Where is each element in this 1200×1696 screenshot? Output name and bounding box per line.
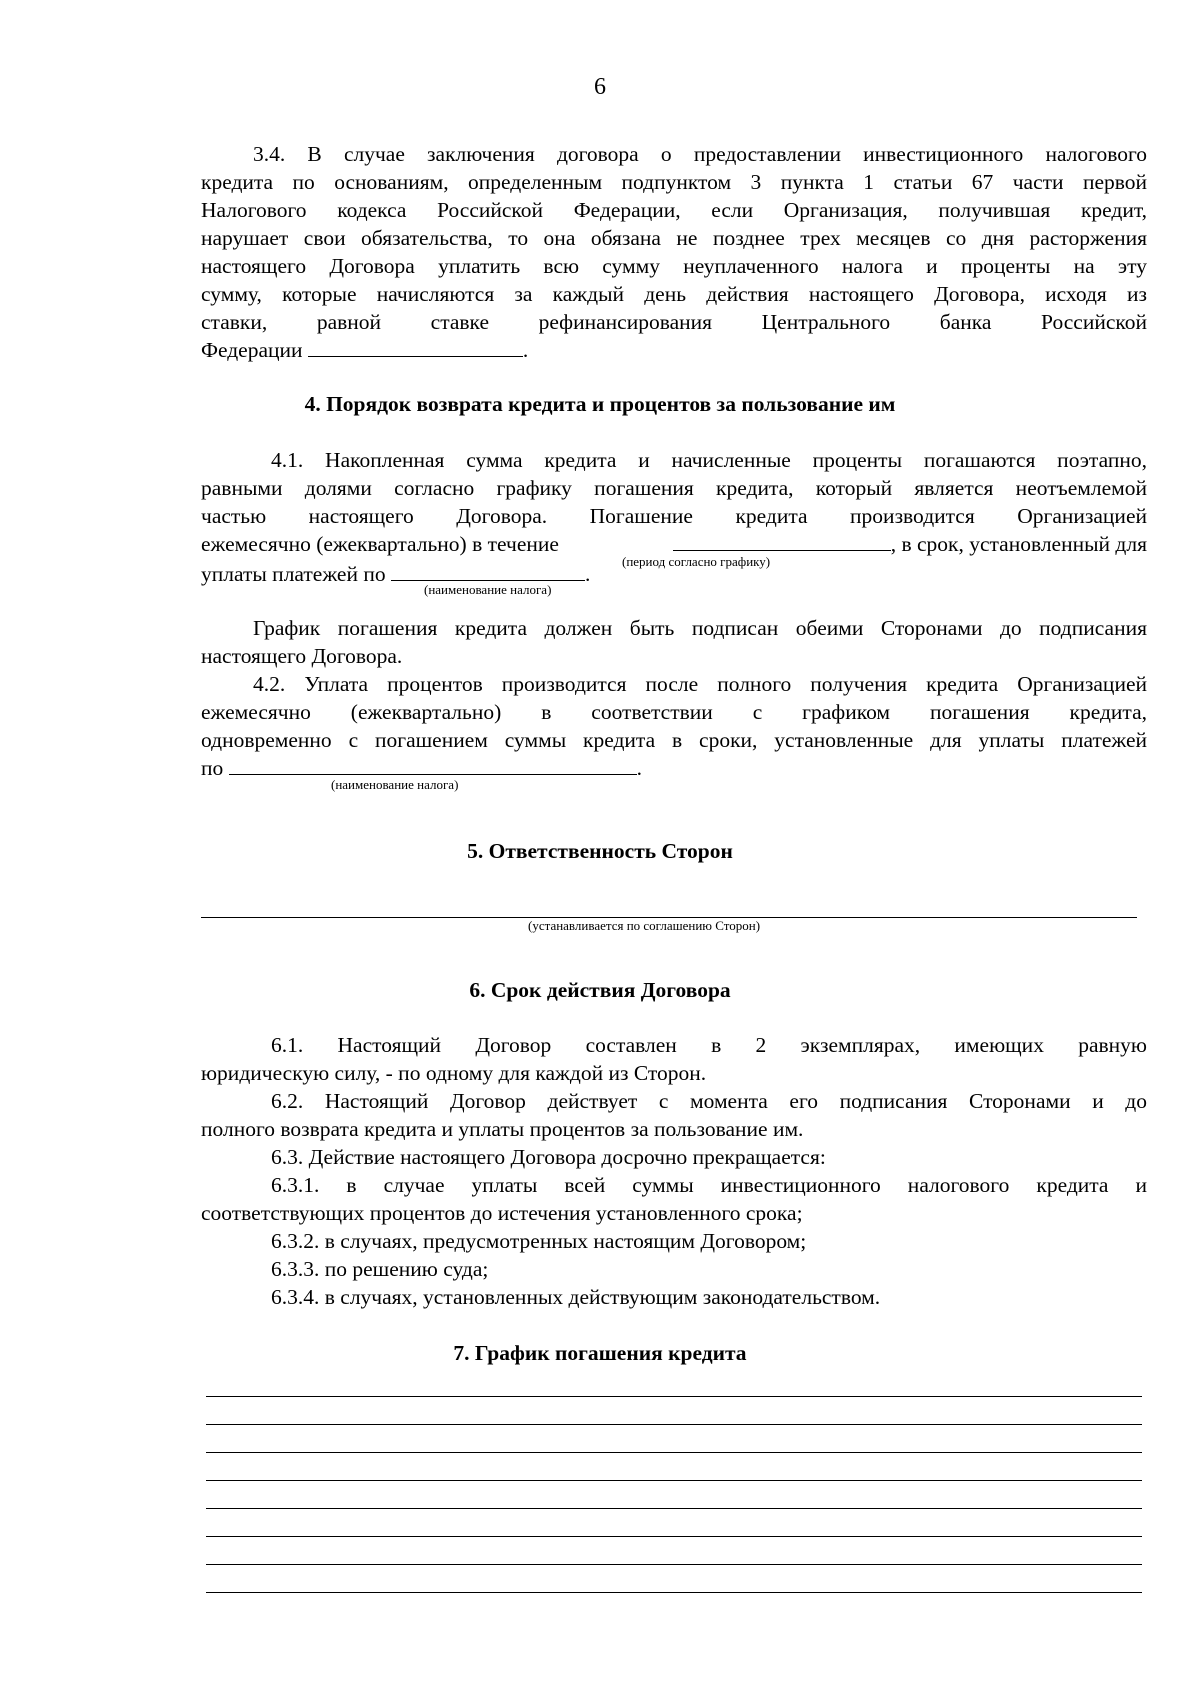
text-line: 4.2. Уплата процентов производится после полного получения кредита Организацией	[253, 672, 1147, 696]
text-line: сумму, которые начисляются за каждый день действия настоящего Договора, исходя из	[201, 282, 1147, 306]
text-line: 4.1. Накопленная сумма кредита и начисленные проценты погашаются поэтапно,	[271, 448, 1147, 472]
text-fragment: , в срок, установленный для	[890, 532, 1147, 556]
blank-caption-responsibility: (устанавливается по соглашению Сторон)	[528, 918, 761, 933]
text-line: настоящего Договора.	[201, 644, 403, 668]
text-line: нарушает свои обязательства, то она обязана не позднее трех месяцев со дня расторжения	[201, 226, 1147, 250]
text-line: юридическую силу, - по одному для каждой из Сторон.	[201, 1061, 707, 1085]
section-heading-4: 4. Порядок возврата кредита и процентов за пользование им	[304, 392, 896, 416]
text-line: 6.3.4. в случаях, установленных действующим законодательством.	[271, 1285, 881, 1309]
text-fragment: по	[201, 756, 224, 780]
section-6-body	[201, 1031, 1147, 1311]
fill-in-blank-period[interactable]	[673, 530, 891, 551]
text-line: 6.2. Настоящий Договор действует с момента его подписания Сторонами и до	[271, 1089, 1147, 1113]
text-line: 3.4. В случае заключения договора о предоставлении инвестиционного налогового	[253, 142, 1147, 166]
page-number: 6	[594, 74, 606, 100]
text-line: одновременно с погашением суммы кредита в сроки, установленные для уплаты платежей	[201, 728, 1147, 752]
schedule-line[interactable]	[206, 1452, 1142, 1453]
text-line: Налогового кодекса Российской Федерации, если Организация, получившая кредит,	[201, 198, 1147, 222]
text-line: 6.3.3. по решению суда;	[271, 1257, 489, 1281]
text-fragment: .	[636, 756, 643, 780]
section-heading-7: 7. График погашения кредита	[453, 1341, 747, 1365]
schedule-line[interactable]	[206, 1508, 1142, 1509]
text-line: ставки, равной ставке рефинансирования Центрального банка Российской	[201, 310, 1147, 334]
text-line: частью настоящего Договора. Погашение кредита производится Организацией	[201, 504, 1147, 528]
text-line: График погашения кредита должен быть подписан обеими Сторонами до подписания	[253, 616, 1147, 640]
text-line: 6.3.2. в случаях, предусмотренных настоящим Договором;	[271, 1229, 807, 1253]
fill-in-blank-tax[interactable]	[391, 560, 585, 581]
schedule-line[interactable]	[206, 1424, 1142, 1425]
text-line: полного возврата кредита и уплаты процентов за пользование им.	[201, 1117, 804, 1141]
text-fragment: ежемесячно (ежеквартально) в течение	[201, 532, 559, 556]
schedule-line[interactable]	[206, 1592, 1142, 1593]
text-fragment: уплаты платежей по	[201, 562, 386, 586]
schedule-line[interactable]	[206, 1536, 1142, 1537]
text-line: 6.3.1. в случае уплаты всей суммы инвестиционного налогового кредита и	[271, 1173, 1147, 1197]
blank-caption-period: (период согласно графику)	[622, 554, 771, 569]
blank-caption-tax: (наименование налога)	[424, 582, 552, 597]
text-fragment: Федерации	[201, 338, 303, 362]
text-line: равными долями согласно графику погашения кредита, который является неотъемлемой	[201, 476, 1147, 500]
text-line: ежемесячно (ежеквартально) в соответствии с графиком погашения кредита,	[201, 700, 1147, 724]
section-heading-6: 6. Срок действия Договора	[469, 978, 731, 1002]
text-line: 6.3. Действие настоящего Договора досрочно прекращается:	[271, 1145, 826, 1169]
schedule-line[interactable]	[206, 1480, 1142, 1481]
text-fragment: .	[522, 338, 529, 362]
fill-in-blank-tax[interactable]	[229, 754, 637, 775]
text-fragment: .	[584, 562, 591, 586]
paragraph-4-2	[201, 670, 1147, 782]
text-line: настоящего Договора уплатить всю сумму неуплаченного налога и проценты на эту	[201, 254, 1147, 278]
fill-in-blank-rate[interactable]	[308, 336, 523, 357]
section-heading-5: 5. Ответственность Сторон	[467, 839, 733, 863]
schedule-line[interactable]	[206, 1564, 1142, 1565]
text-line: соответствующих процентов до истечения установленного срока;	[201, 1201, 803, 1225]
text-line: 6.1. Настоящий Договор составлен в 2 экземплярах, имеющих равную	[271, 1033, 1147, 1057]
text-line: кредита по основаниям, определенным подпунктом 3 пункта 1 статьи 67 части первой	[201, 170, 1147, 194]
blank-caption-tax: (наименование налога)	[331, 777, 459, 792]
schedule-line[interactable]	[206, 1396, 1142, 1397]
paragraph-schedule	[201, 614, 1147, 670]
paragraph-3-4	[201, 140, 1147, 364]
